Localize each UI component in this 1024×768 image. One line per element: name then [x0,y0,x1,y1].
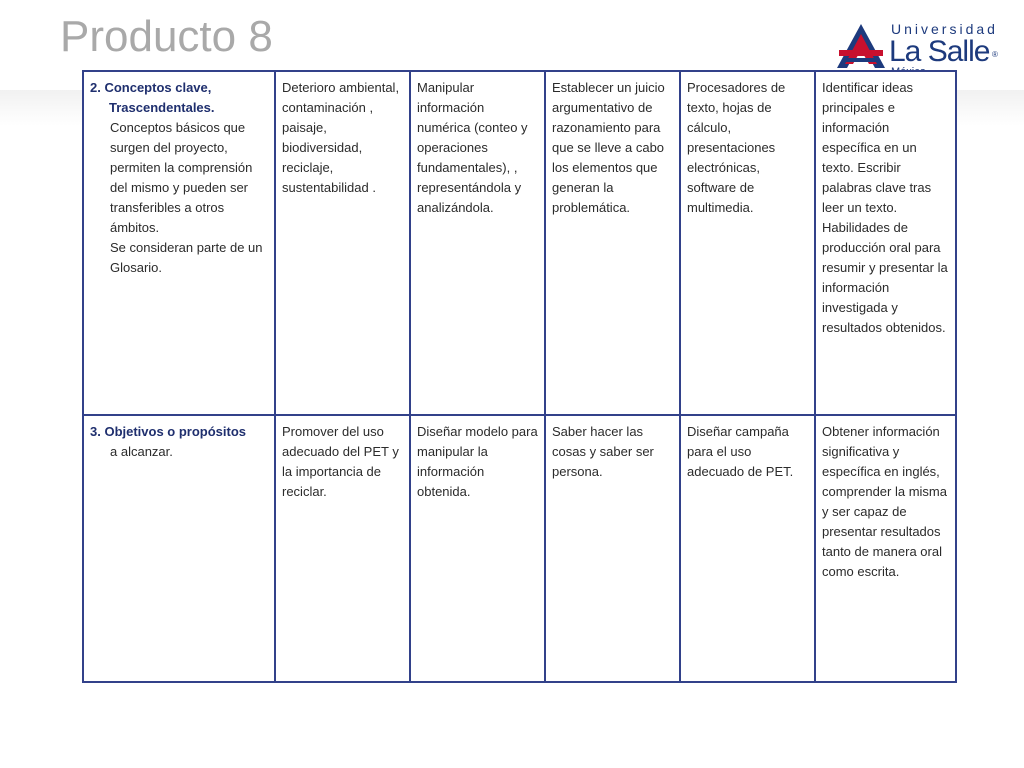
table-row [83,71,956,415]
table-cell: Procesadores de texto, hojas de cálculo, presentaciones electrónicas, software de multimedia. [680,71,815,415]
table-cell: Saber hacer las cosas y saber ser persona. [545,415,680,682]
table-cell: Identificar ideas principales e información específica en un texto. Escribir palabras clave tras leer un texto. Habilidades de producción oral para resumir y presentar la información investigada y resultados obtenidos. [815,71,956,415]
table-cell: Manipular información numérica (conteo y operaciones fundamentales), , representándola y analizándola. [410,71,545,415]
table-row [83,415,956,682]
slide-title: Producto 8 [60,12,273,61]
table-cell: Obtener información significativa y específica en inglés, comprender la misma y ser capaz de presentar resultados tanto de manera oral como escrita. [815,415,956,682]
content-table [82,70,957,683]
logo-name-text: La Salle [889,35,990,68]
row-header-title: 2. Conceptos clave, [90,80,212,95]
table-cell: Deterioro ambiental, contaminación , paisaje, biodiversidad, reciclaje, sustentabilidad . [275,71,410,415]
row-header-cell [83,415,275,682]
table-cell: Establecer un juicio argumentativo de razonamiento para que se lleve a cabo los elementos que generan la problemática. [545,71,680,415]
row-header-description: Conceptos básicos que surgen del proyecto, permiten la comprensión del mismo y pueden ser transferibles a otros ámbitos. [110,120,253,235]
row-header-note: Se consideran parte de un Glosario. [110,240,263,275]
logo-registered-mark: ® [992,50,998,59]
table-cell: Diseñar campaña para el uso adecuado de PET. [680,415,815,682]
table-cell: Promover del uso adecuado del PET y la importancia de reciclar. [275,415,410,682]
row-header-cell [83,71,275,415]
row-header-title: 3. Objetivos o propósitos [90,424,247,439]
logo-university-text: Universidad [891,21,998,37]
row-header-subtitle: Trascendentales. [109,100,215,115]
row-header-subtitle: a alcanzar. [110,444,173,459]
table-cell: Diseñar modelo para manipular la información obtenida. [410,415,545,682]
la-salle-star-icon [835,22,887,72]
